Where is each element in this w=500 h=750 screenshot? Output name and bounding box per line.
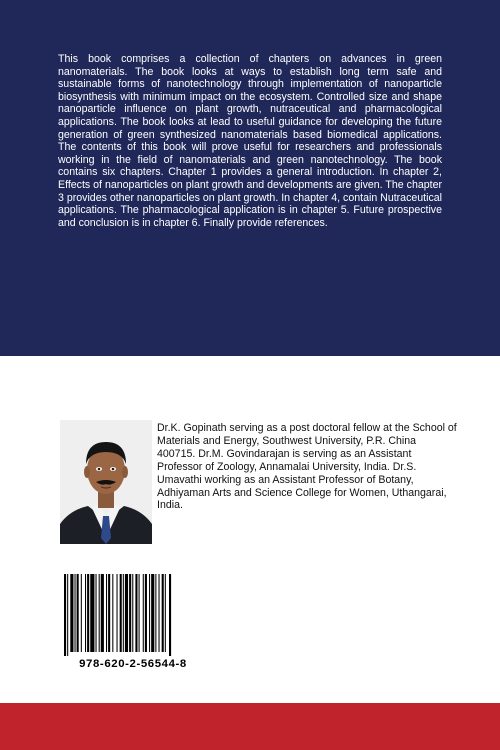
author-portrait-image	[60, 420, 152, 544]
bottom-color-band	[0, 703, 500, 750]
author-photo	[60, 420, 152, 544]
author-bio: Dr.K. Gopinath serving as a post doctoral fellow at the School of Materials and Energy, Southwest University, P.R. China 400715. Dr.M. Govindarajan is serving as an Assistant Professor of Zoology, Annamalai University, India. Dr.S. Umavathi working as an Assistant Professor of Botany, Adhiyaman Arts and Science College for Women, Uthangarai, India.	[157, 422, 457, 512]
isbn-number: 978-620-2-56544-8	[79, 658, 187, 670]
isbn-barcode	[58, 574, 208, 674]
barcode-bars	[62, 574, 204, 656]
top-color-band	[0, 0, 500, 356]
book-description: This book comprises a collection of chapters on advances in green nanomaterials. The book looks at ways to establish long term safe and sustainable forms of nanotechnology through implementation of nanoparticle biosynthesis with minimum impact on the ecosystem. Controlled size and shape nanoparticle influence on plant growth, nutraceutical and pharmacological applications. The book looks at lead to useful guidance for developing the future generation of green synthesized nanomaterials based biomedical applications. The contents of this book will prove useful for researchers and professionals working in the field of nanomaterials and green nanotechnology. The book contains six chapters. Chapter 1 provides a general introduction. In chapter 2, Effects of nanoparticles on plant growth and developments are given. The chapter 3 provides other nanoparticles on plant growth. In chapter 4, contain Nutraceutical applications. The pharmacological application is in chapter 5. Future prospective and conclusion is in chapter 6. Finally provide references.	[58, 53, 442, 229]
